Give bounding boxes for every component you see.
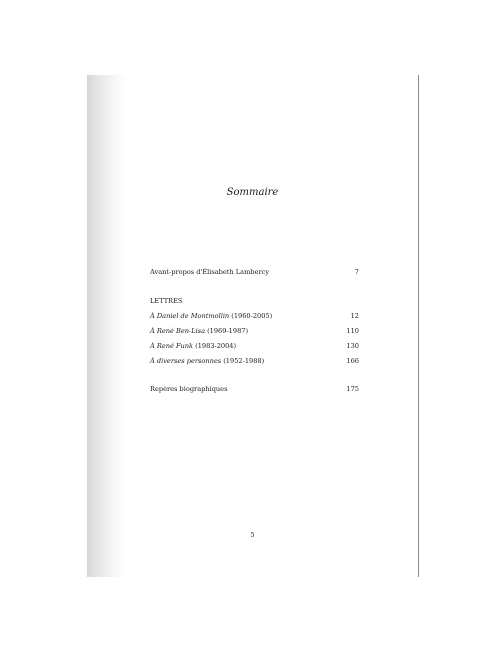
- toc-entry-page: 130: [346, 342, 359, 350]
- gutter-shadow: [87, 75, 127, 577]
- page-title: Sommaire: [226, 187, 279, 198]
- toc-entry-label: Avant-propos d'Élisabeth Lambercy: [150, 268, 270, 276]
- page-number: 5: [250, 531, 255, 539]
- toc-entry-letter-4: [150, 357, 359, 366]
- toc-entry-page: 175: [346, 385, 359, 393]
- toc-entry-letter-3: [150, 342, 359, 351]
- toc-entry-avant-propos: [150, 268, 359, 277]
- toc-entry-name: À Daniel de Montmollin: [150, 312, 230, 320]
- toc-entry-dates: (1960-2005): [229, 312, 273, 320]
- toc-entry-name: À René Ben-Lisa: [150, 327, 205, 335]
- section-heading-lettres: LETTRES: [150, 297, 183, 305]
- toc-entry-page: 12: [350, 312, 359, 320]
- toc-entry-letter-2: [150, 327, 359, 336]
- toc-entry-page: 166: [346, 357, 359, 365]
- toc-entry-page: 110: [346, 327, 359, 335]
- toc-entry-name: À diverses personnes: [150, 357, 222, 365]
- toc-entry-dates: (1952-1988): [221, 357, 265, 365]
- toc-entry-letter-1: [150, 312, 359, 321]
- toc-entry-name: À René Funk: [150, 342, 194, 350]
- toc-entry-label: Repères biographiques: [150, 385, 228, 393]
- toc-entry-dates: (1969-1987): [205, 327, 249, 335]
- toc-entry-reperes: [150, 385, 359, 394]
- toc-entry-dates: (1983-2004): [193, 342, 237, 350]
- book-page: [87, 75, 419, 577]
- toc-entry-page: 7: [354, 268, 359, 276]
